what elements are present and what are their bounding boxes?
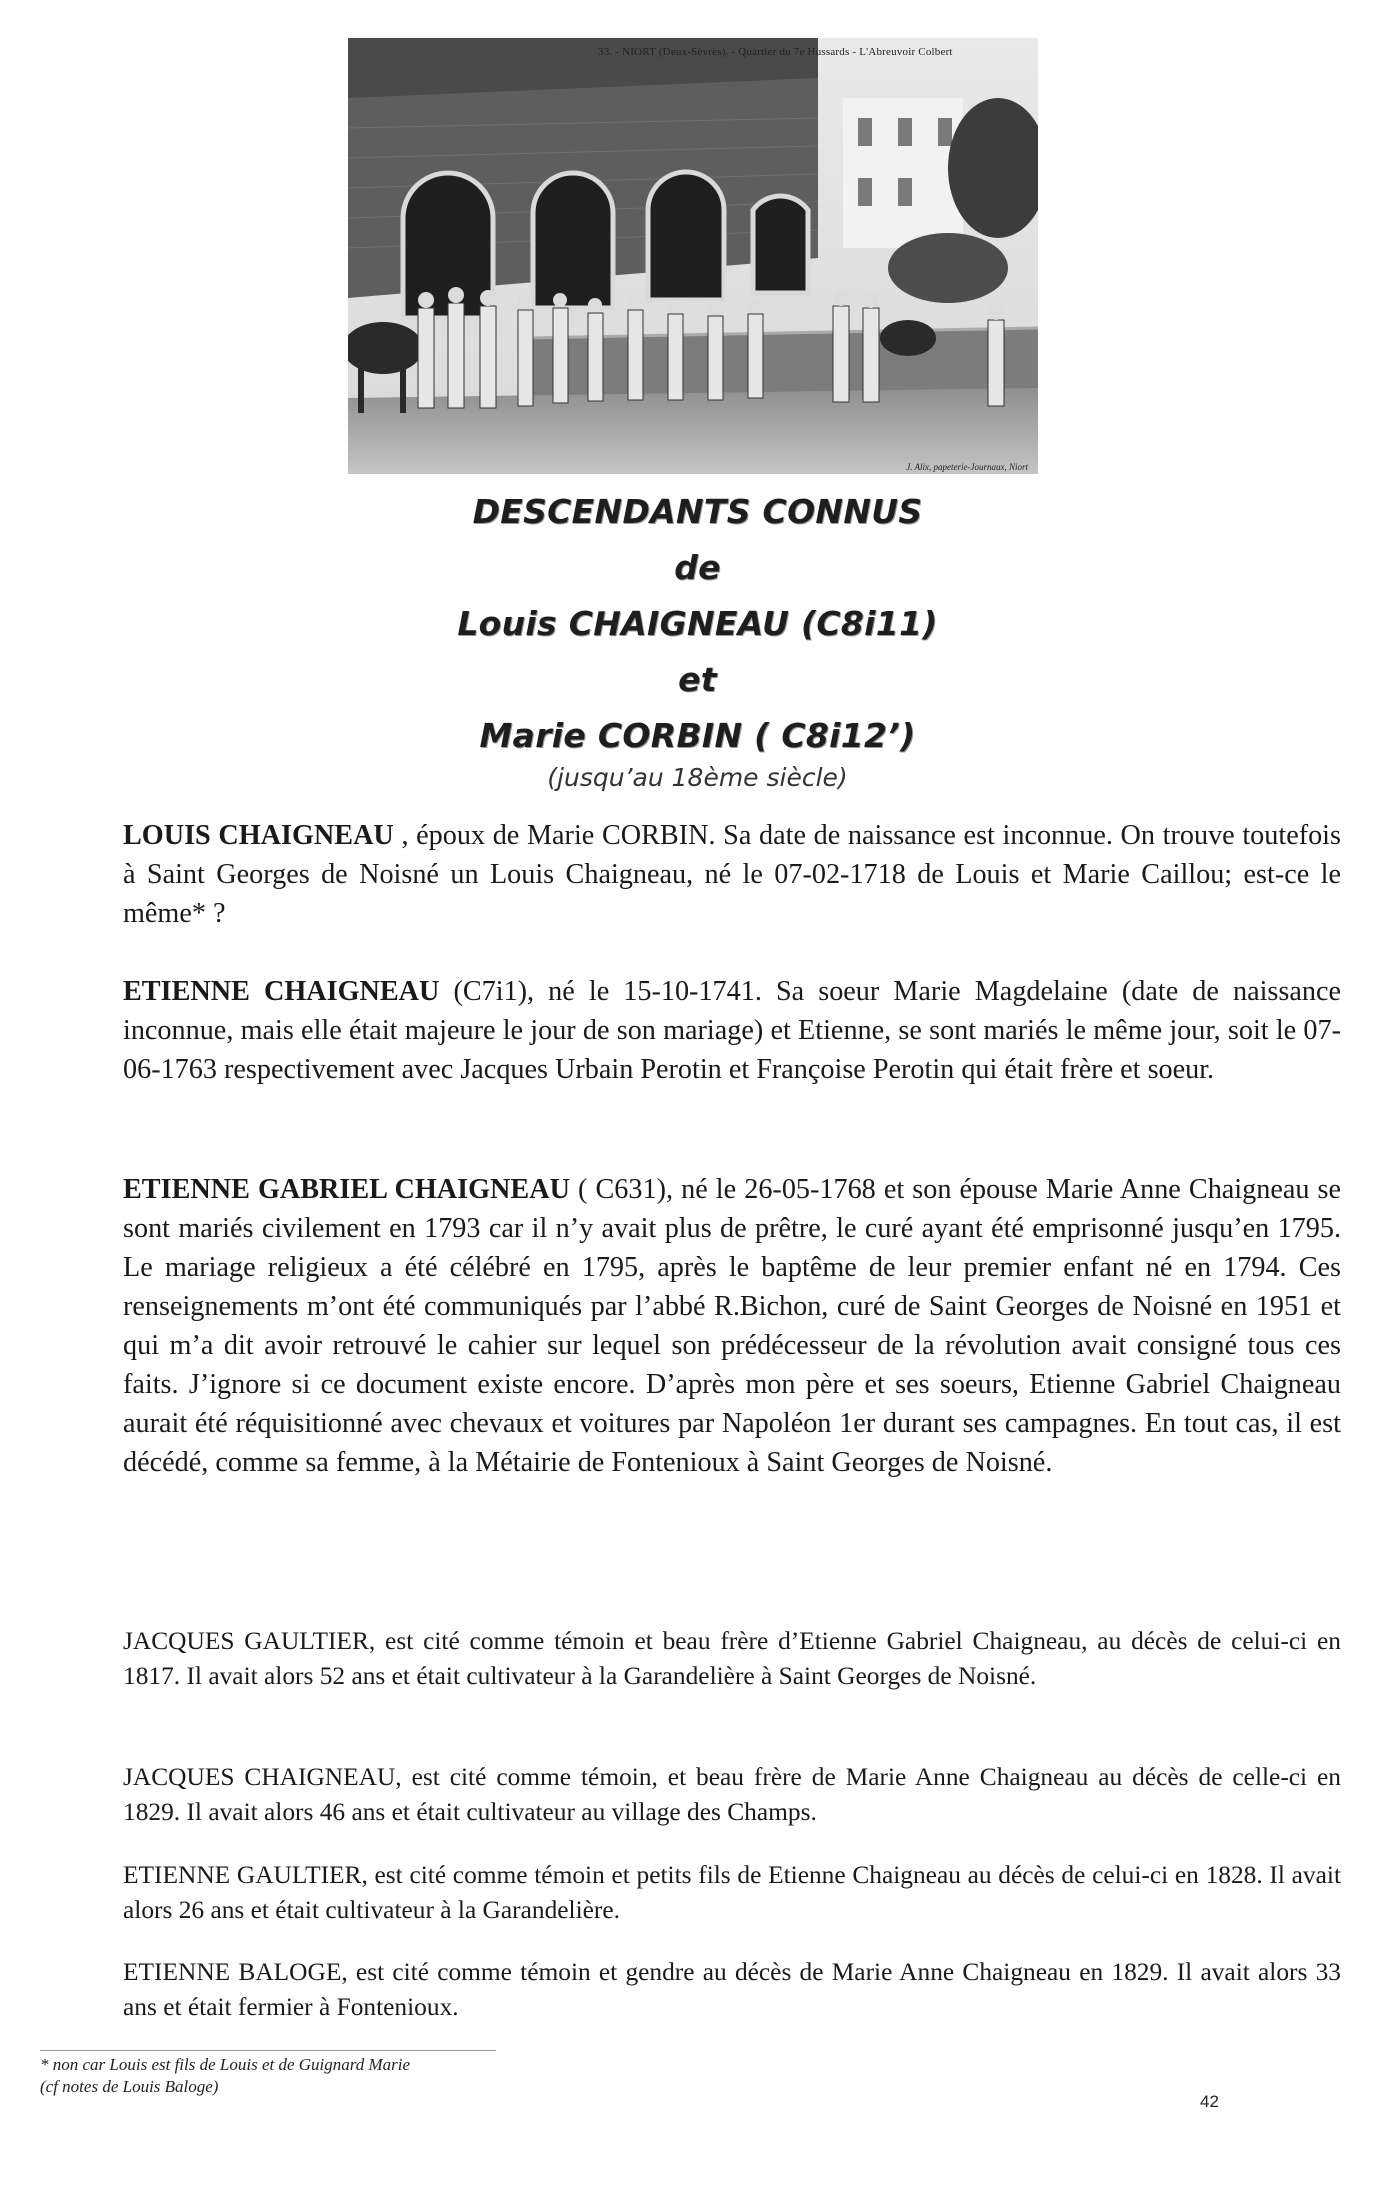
page-number: 42: [1200, 2092, 1219, 2111]
title-line-3: Louis CHAIGNEAU (C8i11): [457, 604, 938, 643]
witness-etienne-gaultier: [123, 1858, 1341, 1928]
footnote: [40, 2054, 410, 2098]
subtitle: (jusqu’au 18ème siècle): [547, 763, 848, 792]
paragraph-text: (C7i1), né le 15-10-1741. Sa soeur Marie Magdelaine (date de naissance inconnue, mais elle était majeure le jour de son mariage) et Etienne, se sont mariés le même jour, soit le 07-06-1763 respectivement avec Jacques Urbain Perotin et Françoise Perotin qui était frère et soeur.: [123, 976, 1341, 1085]
footnote-divider: [40, 2050, 496, 2051]
witness-text: ETIENNE BALOGE, est cité comme témoin et gendre au décès de Marie Anne Chaigneau en 1829. Il avait alors 33 ans et était fermier à Fontenioux.: [123, 1958, 1341, 2021]
photo-caption: 33. - NIORT (Deux-Sèvres). - Quartier du 7e Hussards - L'Abreuvoir Colbert: [598, 46, 953, 58]
witness-etienne-baloge: [123, 1955, 1341, 2025]
paragraph-text: , époux de Marie CORBIN. Sa date de naissance est inconnue. On trouve toutefois à Saint Georges de Noisné un Louis Chaigneau, né le 07-02-1718 de Louis et Marie Caillou; est-ce le même* ?: [123, 820, 1341, 929]
photo-publisher: J. Alix, papeterie-Journaux, Niort: [906, 462, 1028, 472]
person-name: LOUIS CHAIGNEAU: [123, 820, 394, 851]
title-line-5: Marie CORBIN ( C8i12’): [479, 716, 916, 755]
title-block: [300, 484, 1095, 796]
witness-jacques-gaultier: [123, 1624, 1341, 1694]
title-line-1: DESCENDANTS CONNUS: [472, 492, 923, 531]
barracks-photo-drawing: [348, 38, 1038, 474]
person-name: ETIENNE GABRIEL CHAIGNEAU: [123, 1174, 570, 1205]
paragraph-louis-chaigneau: [123, 816, 1341, 933]
footnote-line-2: (cf notes de Louis Baloge): [40, 2077, 219, 2096]
witness-text: JACQUES GAULTIER, est cité comme témoin et beau frère d’Etienne Gabriel Chaigneau, au décès de celui-ci en 1817. Il avait alors 52 ans et était cultivateur à la Garandelière à Saint Georges de Noisné.: [123, 1627, 1341, 1690]
title-line-2: de: [674, 548, 721, 587]
witness-text: JACQUES CHAIGNEAU, est cité comme témoin, et beau frère de Marie Anne Chaigneau au décès de celle-ci en 1829. Il avait alors 46 ans et était cultivateur au village des Champs.: [123, 1763, 1341, 1826]
paragraph-etienne-chaigneau: [123, 972, 1341, 1089]
witness-jacques-chaigneau: [123, 1760, 1341, 1830]
footnote-line-1: * non car Louis est fils de Louis et de Guignard Marie: [40, 2055, 411, 2074]
paragraph-etienne-gabriel-chaigneau: [123, 1170, 1341, 1482]
witness-text: ETIENNE GAULTIER, est cité comme témoin et petits fils de Etienne Chaigneau au décès de celui-ci en 1828. Il avait alors 26 ans et était cultivateur à la Garandelière.: [123, 1861, 1341, 1924]
historical-photo: [348, 38, 1038, 474]
paragraph-text: ( C631), né le 26-05-1768 et son épouse Marie Anne Chaigneau se sont mariés civilement en 1793 car il n’y avait plus de prêtre, le curé ayant été emprisonné jusqu’en 1795. Le mariage religieux a été célébré en 1795, après le baptême de leur premier enfant né en 1794. Ces renseignements m’ont été communiqués par l’abbé R.Bichon, curé de Saint Georges de Noisné en 1951 et qui m’a dit avoir retrouvé le cahier sur lequel son prédécesseur de la révolution avait consigné tous ces faits. J’ignore si ce document existe encore. D’après mon père et ses soeurs, Etienne Gabriel Chaigneau aurait été réquisitionné avec chevaux et voitures par Napoléon 1er durant ses campagnes. En tout cas, il est décédé, comme sa femme, à la Métairie de Fontenioux à Saint Georges de Noisné.: [123, 1174, 1342, 1478]
person-name: ETIENNE CHAIGNEAU: [123, 976, 440, 1007]
title-line-4: et: [678, 660, 717, 699]
